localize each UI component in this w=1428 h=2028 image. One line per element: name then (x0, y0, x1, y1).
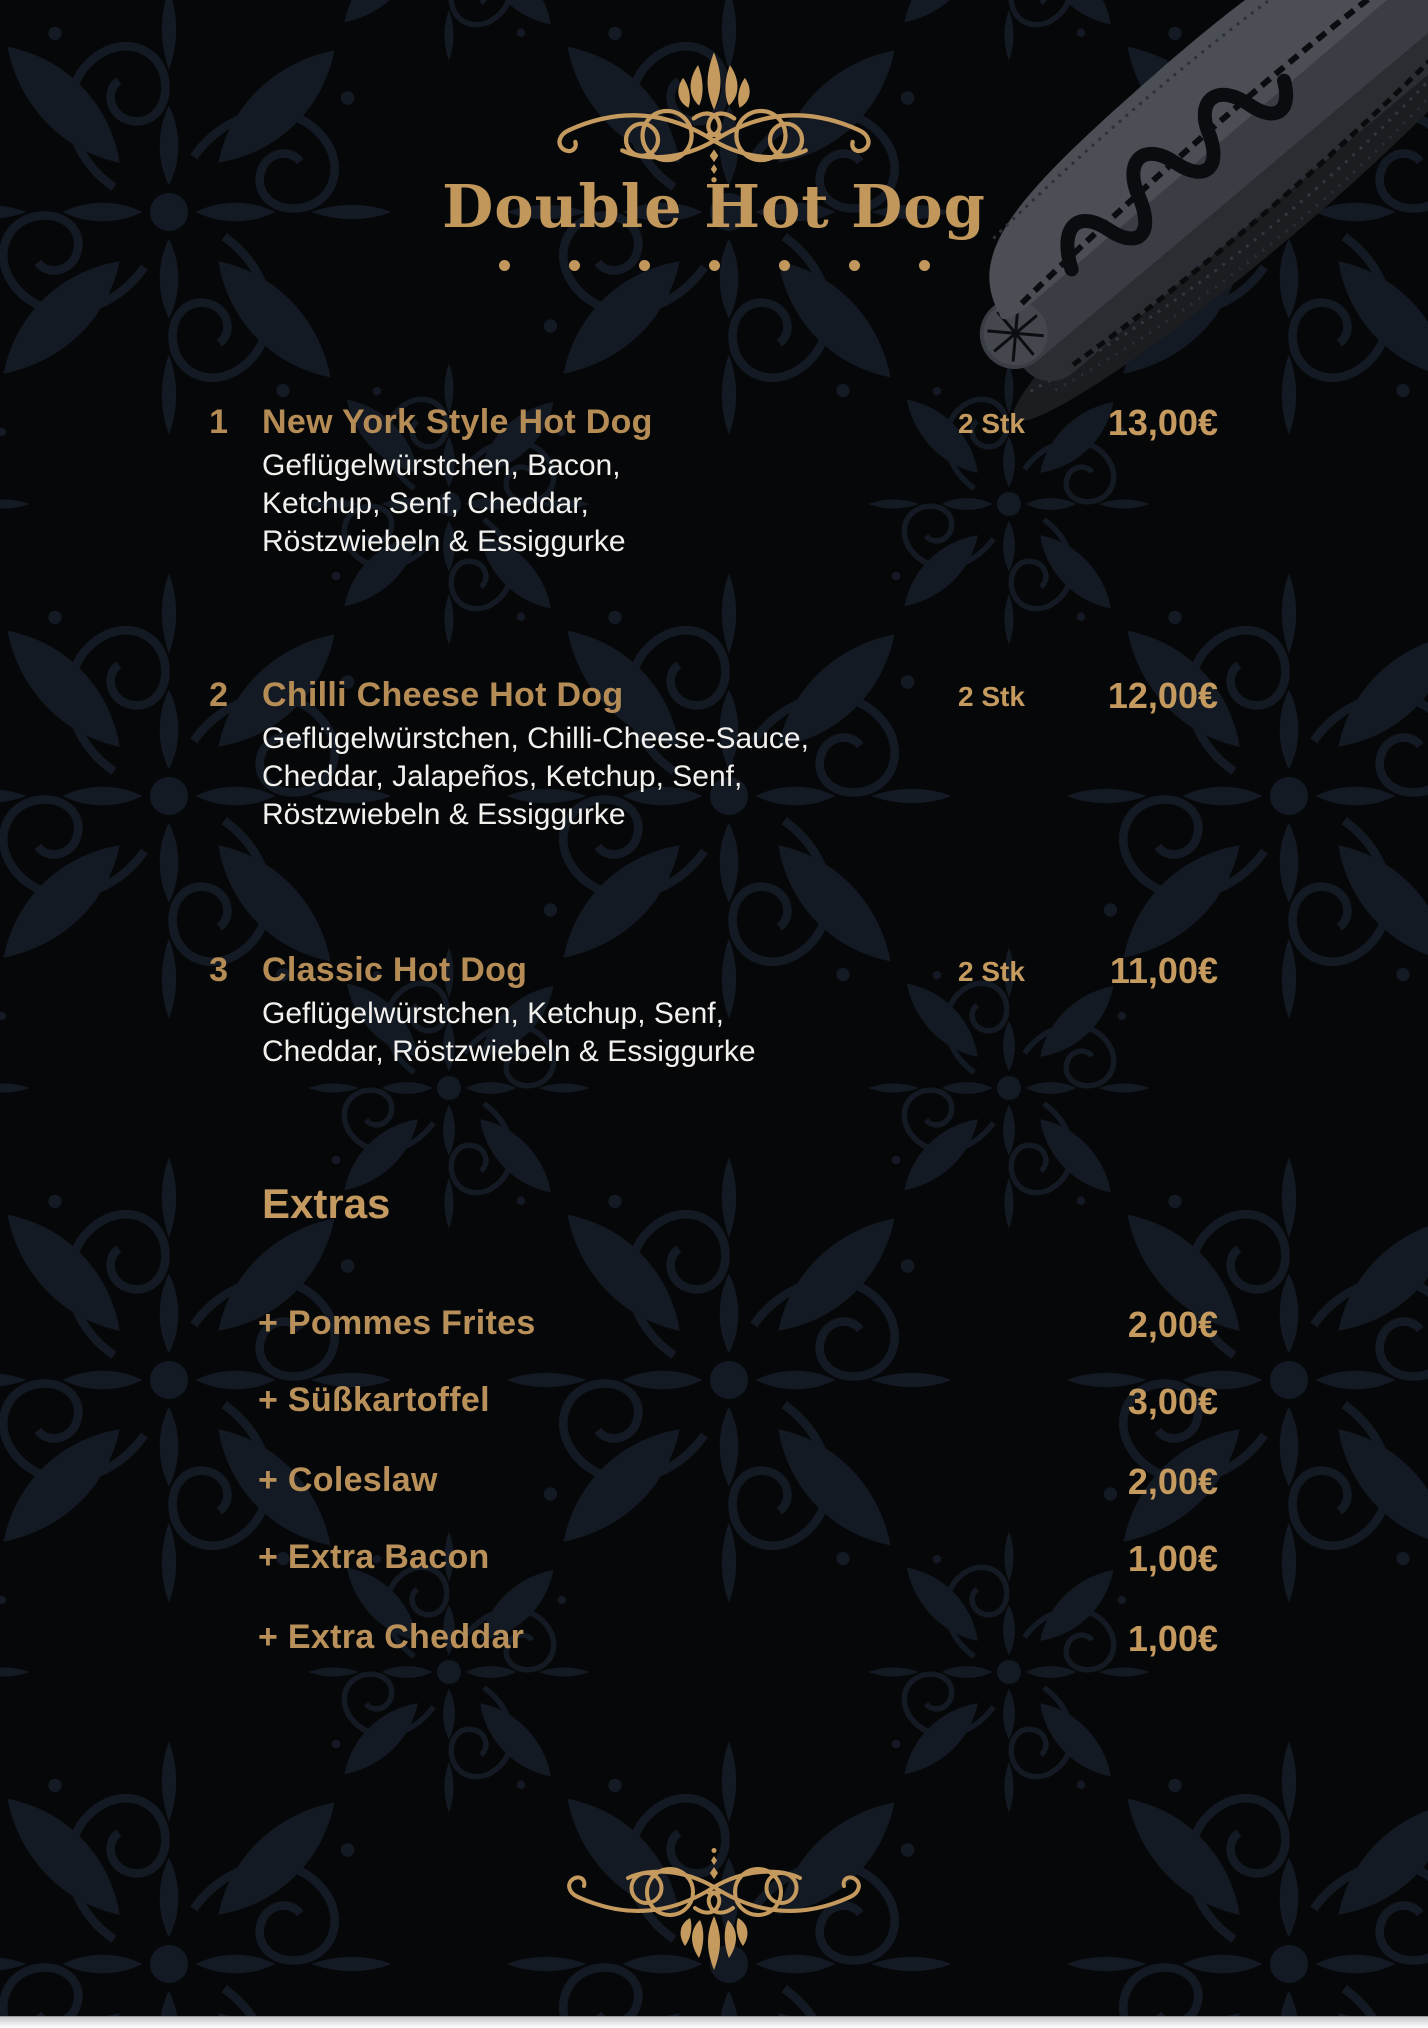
extra-label: + Coleslaw (258, 1461, 438, 1499)
extra-label: + Süßkartoffel (258, 1381, 490, 1419)
item-quantity: 2 Stk (958, 956, 1025, 987)
page-title: Double Hot Dog (442, 172, 986, 241)
item-name: Chilli Cheese Hot Dog (262, 676, 624, 714)
item-number: 3 (209, 951, 228, 989)
description-line: Cheddar, Jalapeños, Ketchup, Senf, (262, 760, 743, 793)
item-name: Classic Hot Dog (262, 951, 528, 989)
description-line: Röstzwiebeln & Essiggurke (262, 798, 626, 831)
extra-price: 3,00€ (1127, 1381, 1218, 1422)
item-price: 12,00€ (1107, 675, 1218, 716)
extra-price: 1,00€ (1127, 1618, 1218, 1659)
item-description (262, 720, 809, 834)
extra-label: + Pommes Frites (258, 1304, 536, 1342)
item-quantity: 2 Stk (958, 408, 1025, 439)
description-line: Geflügelwürstchen, Ketchup, Senf, (262, 997, 724, 1030)
description-line: Röstzwiebeln & Essiggurke (262, 525, 626, 558)
item-number: 2 (209, 676, 228, 714)
description-line: Ketchup, Senf, Cheddar, (262, 487, 589, 520)
item-description (262, 447, 626, 561)
extra-price: 2,00€ (1127, 1304, 1218, 1345)
description-line: Geflügelwürstchen, Chilli-Cheese-Sauce, (262, 722, 809, 755)
item-number: 1 (209, 403, 228, 441)
extra-label: + Extra Cheddar (258, 1618, 525, 1656)
extra-price: 1,00€ (1127, 1538, 1218, 1579)
item-description (262, 995, 756, 1071)
description-line: Cheddar, Röstzwiebeln & Essiggurke (262, 1035, 756, 1068)
page-bottom-edge (0, 2016, 1428, 2028)
extra-label: + Extra Bacon (258, 1538, 490, 1576)
item-quantity: 2 Stk (958, 681, 1025, 712)
extras-heading: Extras (262, 1180, 391, 1227)
description-line: Geflügelwürstchen, Bacon, (262, 449, 621, 482)
extra-price: 2,00€ (1127, 1461, 1218, 1502)
item-price: 11,00€ (1109, 950, 1218, 991)
item-name: New York Style Hot Dog (262, 403, 653, 441)
item-price: 13,00€ (1107, 402, 1218, 443)
